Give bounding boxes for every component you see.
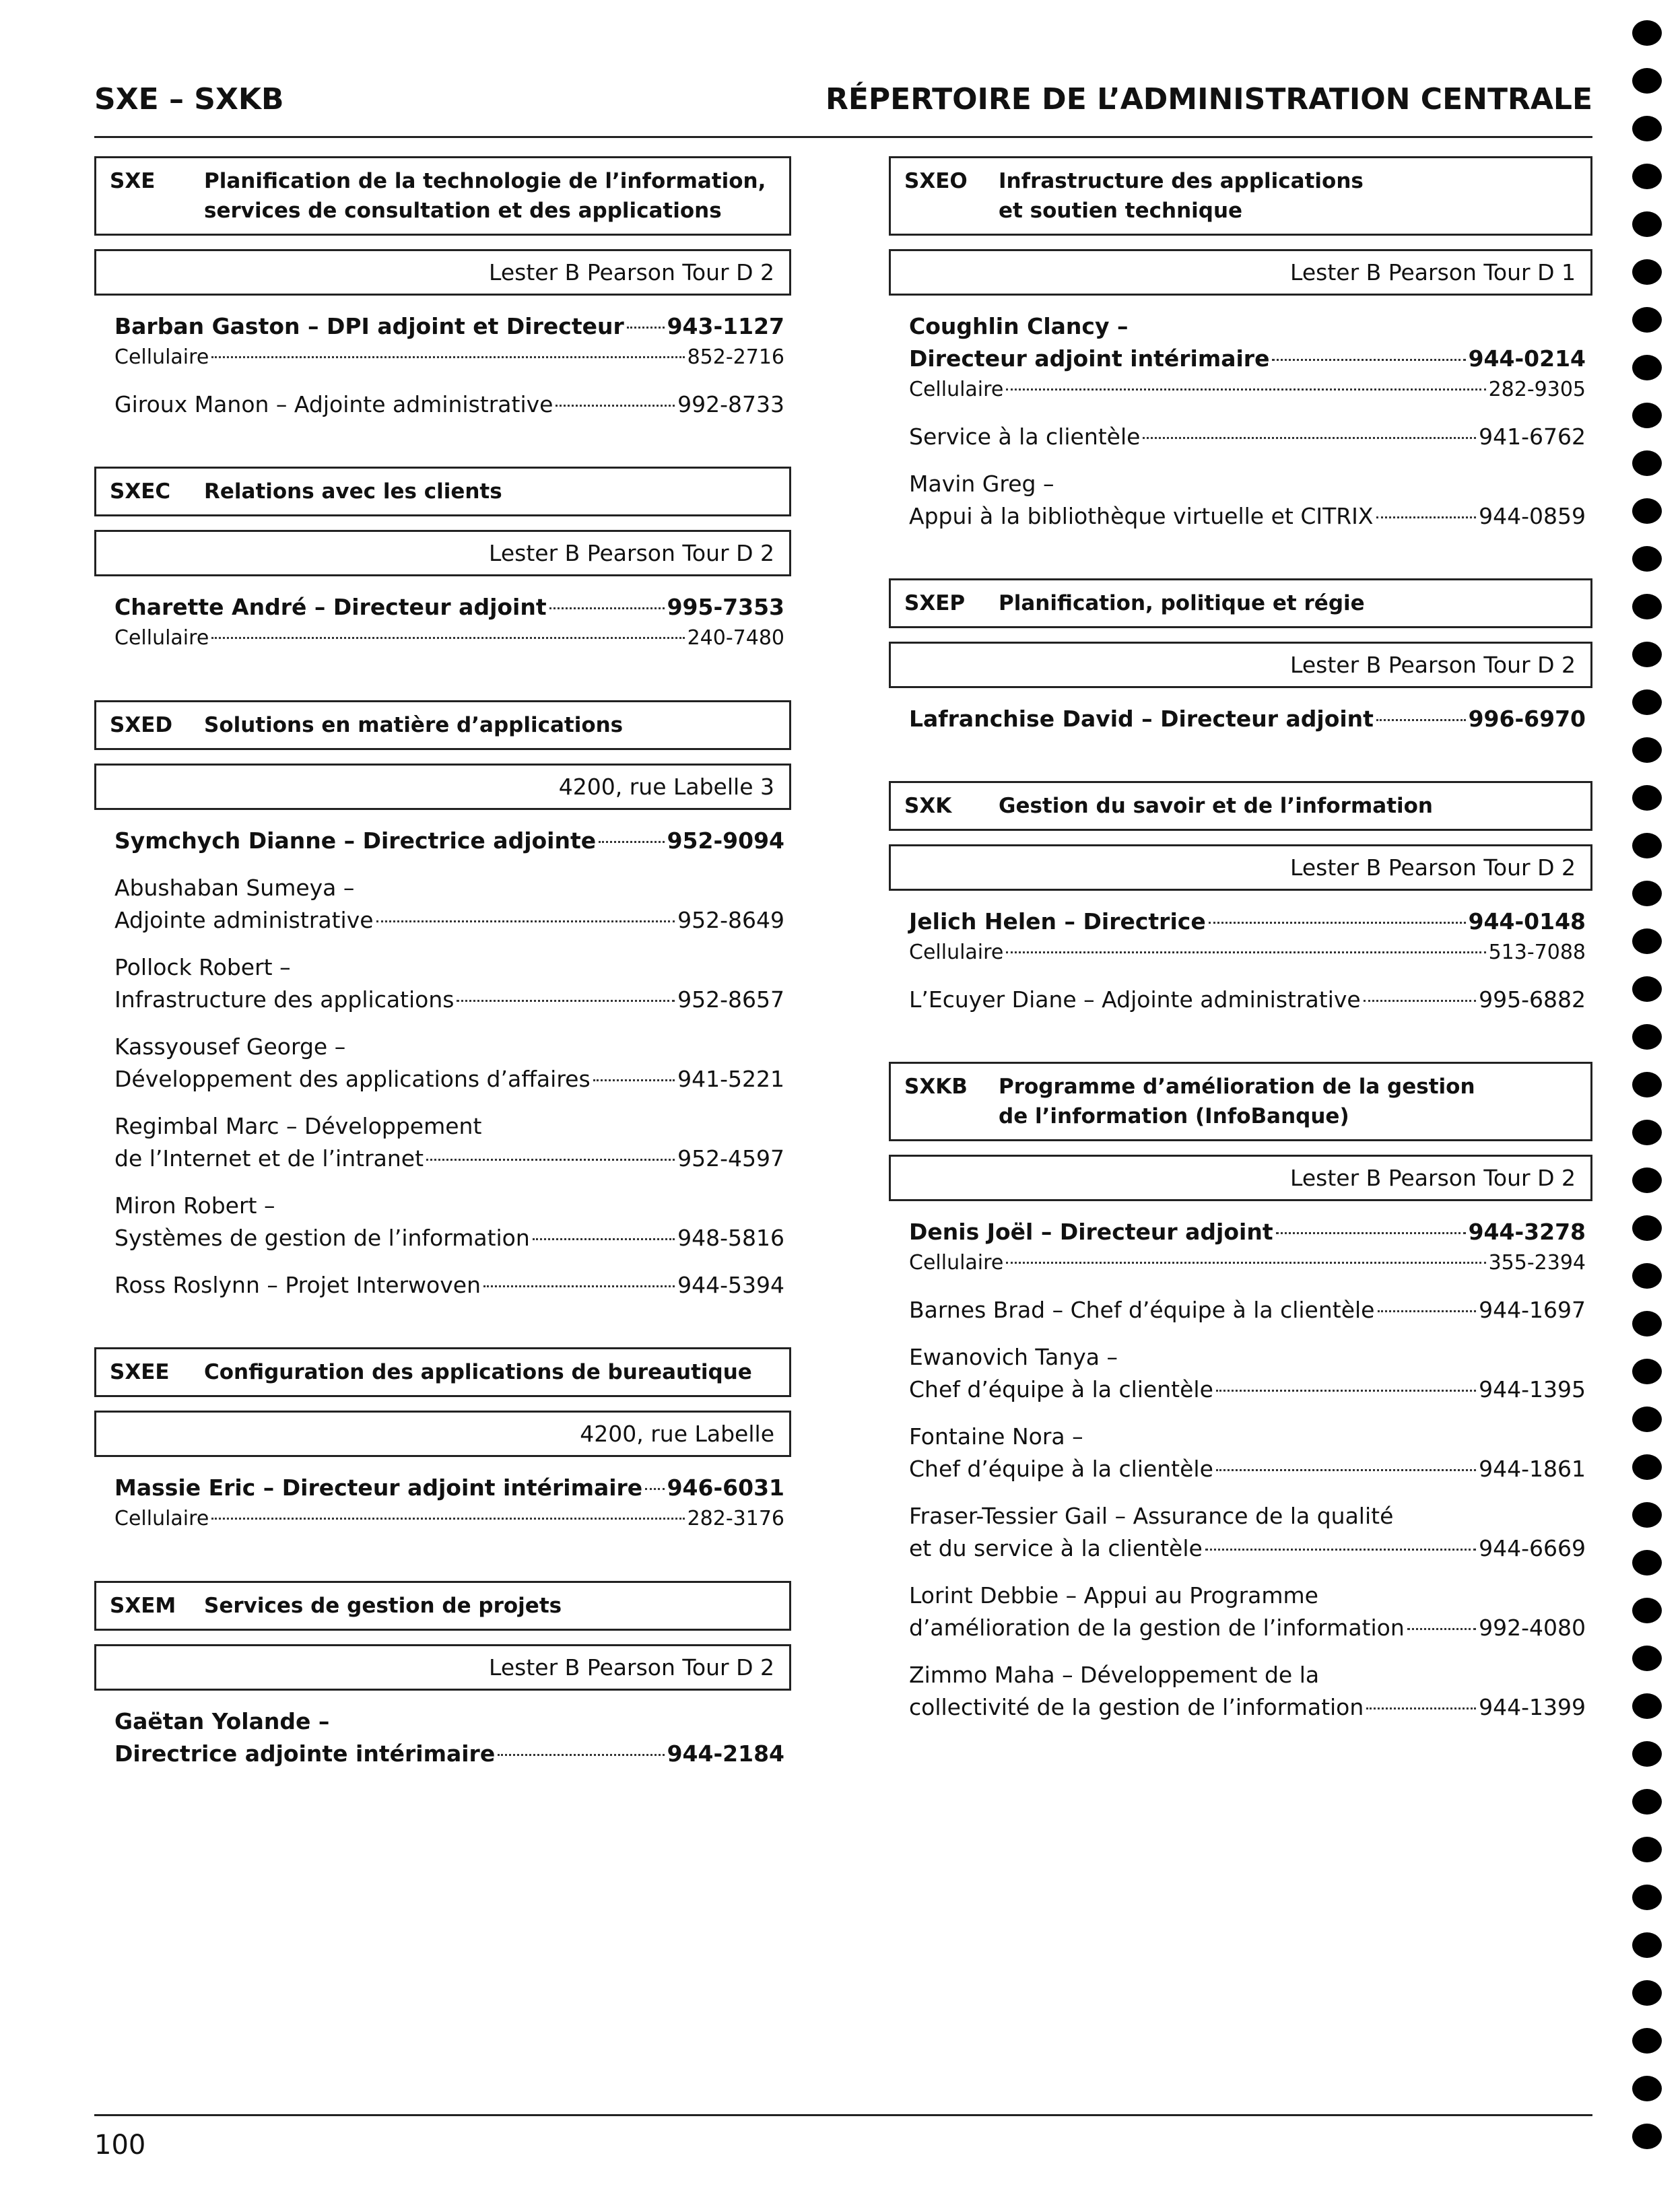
entry-phone: 952-4597 [677,1145,784,1172]
binding-hole [1632,1072,1662,1097]
dot-leader [1378,1310,1477,1312]
dot-leader [1364,1000,1476,1002]
entry-label: Massie Eric – Directeur adjoint intérimaire [114,1475,643,1501]
directory-entry [114,591,784,654]
cell-row [909,374,1586,406]
section-code: SXEE [110,1360,170,1384]
directory-section [889,1062,1592,1724]
entry-label: Systèmes de gestion de l’information [114,1225,530,1251]
dot-leader [1209,922,1466,924]
entry-list [94,1705,791,1770]
page-number: 100 [94,2130,146,2161]
binding-hole [1632,259,1662,285]
directory-entry [909,310,1586,406]
entry-label: Lafranchise David – Directeur adjoint [909,706,1374,732]
entry-phone: 943-1127 [667,313,784,339]
entry-phone: 944-1399 [1479,1694,1586,1720]
section-title: Infrastructure des applications et soutien technique [999,169,1364,223]
entry-label: d’amélioration de la gestion de l’information [909,1615,1405,1641]
binding-hole [1632,211,1662,237]
binding-hole [1632,1263,1662,1289]
left-column [94,156,791,1816]
entry-row [909,1216,1586,1248]
directory-entry [114,1705,784,1770]
binding-hole [1632,1407,1662,1432]
entry-name-line: Fontaine Nora – [909,1423,1083,1450]
section-title: Services de gestion de projets [204,1594,562,1618]
directory-entry [909,1341,1586,1406]
entry-name-line: Abushaban Sumeya – [114,875,355,901]
section-location: Lester B Pearson Tour D 2 [889,642,1592,688]
directory-entry [909,1216,1586,1279]
directory-entry [114,1190,784,1254]
directory-entry [909,703,1586,735]
entry-row [909,1294,1586,1326]
binding-hole [1632,1167,1662,1193]
entry-phone: 992-8733 [677,391,784,417]
entry-name-line: Fraser-Tessier Gail – Assurance de la qualité [909,1503,1394,1529]
dot-leader [211,356,684,358]
binding-hole [1632,403,1662,428]
entry-label: Barnes Brad – Chef d’équipe à la clientèle [909,1297,1375,1323]
entry-list [889,906,1592,1016]
dot-leader [1216,1390,1476,1392]
cell-row [909,937,1586,969]
cell-row [114,341,784,374]
entry-name-line: Coughlin Clancy – [909,313,1129,339]
entry-label: Appui à la bibliothèque virtuelle et CITRIX [909,503,1374,529]
section-title: Planification, politique et régie [999,591,1365,615]
cell-phone: 282-9305 [1488,378,1586,401]
entry-name-line: Miron Robert – [114,1192,275,1219]
entry-list [889,703,1592,735]
dot-leader [1272,359,1465,361]
entry-label: Chef d’équipe à la clientèle [909,1376,1213,1402]
binding-hole [1632,1646,1662,1671]
entry-row [114,1143,784,1175]
entry-row [114,1472,784,1504]
dot-leader [498,1754,664,1756]
entry-row [114,984,784,1016]
cell-phone: 513-7088 [1488,941,1586,964]
entry-label: Charette André – Directeur adjoint [114,594,547,620]
dot-leader [426,1159,675,1161]
cell-label: Cellulaire [909,1251,1004,1275]
directory-entry [909,1421,1586,1485]
entry-list [889,310,1592,533]
dot-leader [599,841,664,843]
dot-leader [1376,516,1477,518]
entry-label: Infrastructure des applications [114,986,455,1013]
dot-leader [1376,719,1466,721]
binding-hole [1632,1598,1662,1623]
binding-hole [1632,594,1662,619]
dot-leader [1006,388,1485,391]
entry-row [114,825,784,857]
entry-phone: 948-5816 [677,1225,784,1251]
binding-hole [1632,785,1662,811]
entry-list [94,825,791,1301]
page-header [94,82,1592,138]
cell-label: Cellulaire [909,378,1004,401]
binding-hole [1632,833,1662,858]
entry-phone: 952-8657 [677,986,784,1013]
entry-label: de l’Internet et de l’intranet [114,1145,424,1172]
dot-leader [1205,1549,1476,1551]
binding-hole [1632,2076,1662,2101]
entry-row [909,1374,1586,1406]
section-header [94,467,791,516]
entry-label: Directrice adjointe intérimaire [114,1740,496,1767]
directory-entry [909,468,1586,533]
entry-label: collectivité de la gestion de l’information [909,1694,1364,1720]
binding-hole [1632,2124,1662,2149]
entry-label: Symchych Dianne – Directrice adjointe [114,827,597,854]
dot-leader [1216,1469,1476,1471]
binding-hole [1632,116,1662,141]
entry-phone: 941-5221 [677,1066,784,1092]
entry-name-line: Zimmo Maha – Développement de la [909,1662,1320,1688]
entry-label: Développement des applications d’affaires [114,1066,591,1092]
binding-hole [1632,355,1662,380]
entry-row [909,984,1586,1016]
entry-row [909,703,1586,735]
entry-list [94,591,791,654]
entry-row [114,1063,784,1095]
dot-leader [556,405,675,407]
directory-entry [114,1269,784,1301]
dot-leader [627,327,665,329]
dot-leader [645,1488,664,1490]
entry-row [909,906,1586,938]
entry-phone: 992-4080 [1479,1615,1586,1641]
binding-hole [1632,1215,1662,1241]
entry-list [94,1472,791,1535]
directory-entry [114,310,784,374]
entry-phone: 946-6031 [667,1475,784,1501]
directory-entry [909,1659,1586,1724]
binding-hole [1632,1693,1662,1719]
binding-hole [1632,546,1662,572]
entry-name-line: Lorint Debbie – Appui au Programme [909,1582,1318,1609]
binding-hole [1632,307,1662,333]
dot-leader [1366,1707,1476,1709]
entry-row [114,1222,784,1254]
directory-entry [114,1031,784,1095]
entry-label: Denis Joël – Directeur adjoint [909,1219,1273,1245]
section-location: Lester B Pearson Tour D 1 [889,249,1592,296]
binding-hole [1632,737,1662,763]
directory-entry [909,1580,1586,1644]
entry-row [909,1612,1586,1644]
entry-row [909,1453,1586,1485]
page-footer [94,2114,1592,2161]
entry-phone: 996-6970 [1468,706,1586,732]
cell-phone: 852-2716 [687,345,784,369]
cell-phone: 355-2394 [1488,1251,1586,1275]
section-location: Lester B Pearson Tour D 2 [889,1155,1592,1201]
entry-label: Barban Gaston – DPI adjoint et Directeur [114,313,624,339]
entry-phone: 944-1861 [1479,1456,1586,1482]
dot-leader [1276,1232,1466,1234]
entry-phone: 944-6669 [1479,1535,1586,1561]
directory-section [889,156,1592,533]
dot-leader [1006,951,1485,953]
entry-label: Giroux Manon – Adjointe administrative [114,391,553,417]
entry-phone: 995-6882 [1479,986,1586,1013]
directory-entry [114,388,784,421]
directory-entry [114,1472,784,1535]
binding-hole [1632,68,1662,94]
section-header [94,156,791,236]
cell-row [909,1247,1586,1279]
entry-row [114,310,784,343]
entry-phone: 952-8649 [677,907,784,933]
section-header [94,700,791,750]
entry-label: Directeur adjoint intérimaire [909,345,1270,372]
section-title: Programme d’amélioration de la gestion de l’information (InfoBanque) [999,1075,1475,1128]
entry-phone: 941-6762 [1479,424,1586,450]
binding-hole [1632,2028,1662,2054]
section-header [889,781,1592,831]
directory-section [94,156,791,421]
cell-row [114,1503,784,1535]
entry-label: Jelich Helen – Directrice [909,908,1206,935]
binding-hole [1632,1454,1662,1480]
directory-section [889,578,1592,735]
directory-entry [909,984,1586,1016]
section-title: Planification de la technologie de l’information, services de consultation et des applications [204,169,766,223]
entry-row [909,1691,1586,1724]
section-title: Configuration des applications de bureautique [204,1360,752,1384]
entry-name-line: Gaëtan Yolande – [114,1708,330,1734]
section-code: SXEO [904,169,968,193]
directory-entry [909,906,1586,969]
header-range: SXE – SXKB [94,82,284,116]
binding-hole [1632,1311,1662,1336]
binding-hole [1632,1932,1662,1958]
right-column [889,156,1592,1769]
entry-name-line: Regimbal Marc – Développement [114,1113,482,1139]
dot-leader [211,637,684,639]
entry-phone: 952-9094 [667,827,784,854]
section-title: Relations avec les clients [204,479,502,504]
binding-hole [1632,20,1662,46]
section-code: SXEC [110,479,171,504]
cell-phone: 240-7480 [687,626,784,650]
directory-section [94,1581,791,1770]
entry-row [114,591,784,623]
binding-hole [1632,642,1662,667]
binding-hole [1632,976,1662,1002]
section-location: 4200, rue Labelle 3 [94,764,791,810]
binding-hole [1632,1120,1662,1145]
cell-row [114,622,784,654]
entry-phone: 944-1697 [1479,1297,1586,1323]
dot-leader [376,920,675,922]
directory-section [94,700,791,1301]
directory-entry [114,872,784,937]
section-header [889,156,1592,236]
directory-entry [114,951,784,1016]
dot-leader [457,1000,675,1002]
spiral-binding [1628,20,1666,2188]
entry-row [114,1269,784,1301]
section-code: SXEM [110,1594,176,1618]
dot-leader [593,1079,675,1081]
entry-row [114,388,784,421]
section-location: 4200, rue Labelle [94,1411,791,1457]
directory-entry [909,1500,1586,1565]
section-code: SXE [110,169,156,193]
section-location: Lester B Pearson Tour D 2 [94,1644,791,1691]
section-location: Lester B Pearson Tour D 2 [94,530,791,576]
header-title: RÉPERTOIRE DE L’ADMINISTRATION CENTRALE [825,82,1592,116]
binding-hole [1632,1550,1662,1576]
entry-phone: 944-1395 [1479,1376,1586,1402]
directory-entry [114,1110,784,1175]
directory-section [94,1347,791,1535]
binding-hole [1632,1789,1662,1815]
directory-entry [909,1294,1586,1326]
entry-phone: 944-5394 [677,1272,784,1298]
binding-hole [1632,450,1662,476]
section-code: SXK [904,794,952,818]
directory-entry [909,421,1586,453]
entry-row [114,904,784,937]
entry-phone: 944-0859 [1479,503,1586,529]
binding-hole [1632,881,1662,906]
section-location: Lester B Pearson Tour D 2 [889,844,1592,891]
section-title: Gestion du savoir et de l’information [999,794,1434,818]
section-code: SXED [110,713,173,737]
entry-list [889,1216,1592,1724]
dot-leader [211,1518,684,1520]
entry-row [909,343,1586,375]
section-location: Lester B Pearson Tour D 2 [94,249,791,296]
cell-label: Cellulaire [114,626,209,650]
binding-hole [1632,164,1662,189]
directory-section [889,781,1592,1016]
entry-phone: 944-2184 [667,1740,784,1767]
entry-row [909,500,1586,533]
directory-entry [114,825,784,857]
section-title: Solutions en matière d’applications [204,713,624,737]
entry-phone: 995-7353 [667,594,784,620]
directory-section [94,467,791,654]
section-header [889,1062,1592,1141]
binding-hole [1632,1502,1662,1528]
binding-hole [1632,689,1662,715]
entry-label: L’Ecuyer Diane – Adjointe administrative [909,986,1361,1013]
entry-name-line: Kassyousef George – [114,1034,346,1060]
entry-label: Ross Roslynn – Projet Interwoven [114,1272,481,1298]
cell-phone: 282-3176 [687,1507,784,1530]
entry-row [909,421,1586,453]
cell-label: Cellulaire [114,1507,209,1530]
dot-leader [483,1285,675,1287]
entry-name-line: Ewanovich Tanya – [909,1344,1118,1370]
section-code: SXEP [904,591,966,615]
dot-leader [549,607,665,609]
cell-label: Cellulaire [114,345,209,369]
section-header [889,578,1592,628]
section-code: SXKB [904,1075,968,1099]
binding-hole [1632,498,1662,524]
entry-label: Chef d’équipe à la clientèle [909,1456,1213,1482]
section-header [94,1347,791,1397]
binding-hole [1632,1024,1662,1050]
dot-leader [1006,1262,1485,1264]
binding-hole [1632,928,1662,954]
dot-leader [533,1238,675,1240]
entry-label: et du service à la clientèle [909,1535,1203,1561]
entry-phone: 944-3278 [1468,1219,1586,1245]
dot-leader [1143,437,1476,439]
entry-phone: 944-0148 [1468,908,1586,935]
binding-hole [1632,1359,1662,1384]
entry-name-line: Pollock Robert – [114,954,291,980]
entry-label: Adjointe administrative [114,907,374,933]
binding-hole [1632,1980,1662,2006]
entry-phone: 944-0214 [1468,345,1586,372]
entry-row [114,1738,784,1770]
cell-label: Cellulaire [909,941,1004,964]
dot-leader [1407,1628,1476,1630]
entry-list [94,310,791,421]
section-header [94,1581,791,1631]
binding-hole [1632,1837,1662,1862]
entry-row [909,1532,1586,1565]
entry-name-line: Mavin Greg – [909,471,1054,497]
binding-hole [1632,1741,1662,1767]
entry-label: Service à la clientèle [909,424,1141,450]
binding-hole [1632,1885,1662,1910]
